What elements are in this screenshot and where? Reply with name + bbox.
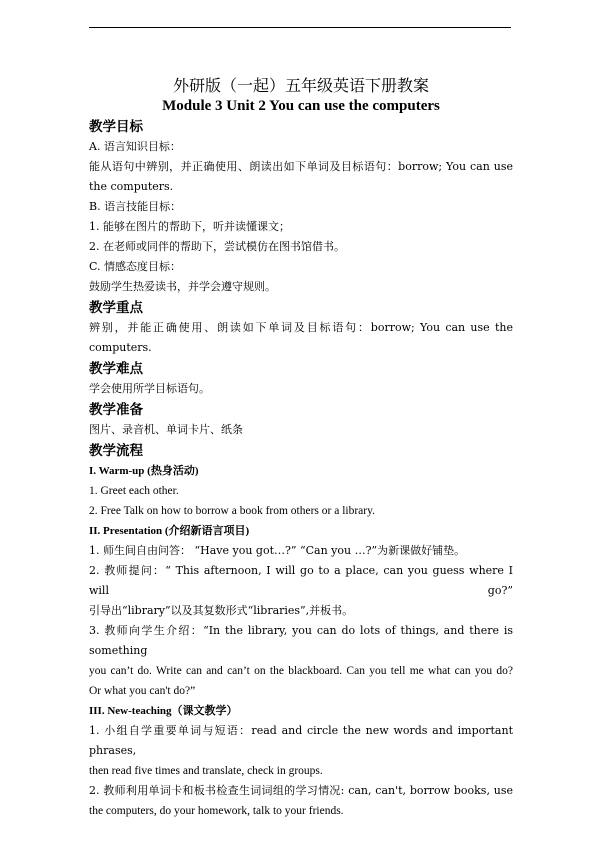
document-body bbox=[89, 75, 513, 821]
objective-a-text-line1: 能从语句中辨别，并正确使用、朗读出如下单词及目标语句：borrow; You can use bbox=[89, 160, 513, 173]
new-teaching-item1-line2: then read five times and translate, check in groups. bbox=[89, 765, 323, 777]
presentation-item3-line1: 3. 教师向学生介绍：“In the library, you can do lots of things, and there is something bbox=[89, 624, 513, 657]
section-heading-objectives: 教学目标 bbox=[89, 119, 143, 135]
presentation-item3-line2: you can’t do. Write can and can’t on the blackboard. Can you tell me what can you do? bbox=[89, 665, 513, 677]
section-heading-difficulties: 教学难点 bbox=[89, 361, 143, 377]
section-heading-preparation: 教学准备 bbox=[89, 402, 143, 418]
document-title: 外研版（一起）五年级英语下册教案 bbox=[172, 76, 429, 95]
section-heading-key-points: 教学重点 bbox=[89, 300, 143, 316]
objective-a-label: A. 语言知识目标： bbox=[89, 140, 181, 153]
preparation-text: 图片、录音机、单词卡片、纸条 bbox=[89, 423, 243, 436]
key-points-line1: 辨别，并能正确使用、朗读如下单词及目标语句：borrow; You can use the bbox=[89, 321, 513, 334]
objective-a-text-line2: the computers. bbox=[89, 180, 174, 193]
header-rule bbox=[89, 27, 511, 28]
new-teaching-item2-line1: 2. 教师利用单词卡和板书检查生词词组的学习情况: can, can't, borrow books, use bbox=[89, 784, 513, 797]
warmup-title: I. Warm-up (热身活动) bbox=[89, 465, 199, 477]
key-points-line2: computers. bbox=[89, 341, 152, 354]
difficulties-text: 学会使用所学目标语句。 bbox=[89, 382, 210, 395]
warmup-item2: 2. Free Talk on how to borrow a book from others or a library. bbox=[89, 505, 375, 517]
objective-c-text: 鼓励学生热爱读书，并学会遵守规则。 bbox=[89, 280, 276, 293]
presentation-item2-line1: 2. 教师提问：“ This afternoon, I will go to a place, can you guess where I will go?” bbox=[89, 564, 513, 597]
new-teaching-title: III. New-teaching（课文教学） bbox=[89, 705, 238, 717]
section-heading-process: 教学流程 bbox=[89, 443, 143, 459]
presentation-title: II. Presentation (介绍新语言项目) bbox=[89, 525, 250, 537]
document-subtitle: Module 3 Unit 2 You can use the computers bbox=[162, 98, 440, 114]
objective-b-item1: 1. 能够在图片的帮助下，听并读懂课文； bbox=[89, 220, 290, 233]
warmup-item1: 1. Greet each other. bbox=[89, 485, 179, 497]
presentation-item2-line2: 引导出“library”以及其复数形式“libraries”,并板书。 bbox=[89, 604, 354, 617]
objective-c-label: C. 情感态度目标： bbox=[89, 260, 182, 273]
new-teaching-item1-line1: 1. 小组自学重要单词与短语：read and circle the new words and important phrases, bbox=[89, 724, 513, 757]
objective-b-label: B. 语言技能目标： bbox=[89, 200, 182, 213]
objective-b-item2: 2. 在老师或同伴的帮助下，尝试模仿在图书馆借书。 bbox=[89, 240, 345, 253]
presentation-item1: 1. 师生间自由问答： “Have you got…?” “Can you …?”为新课做好铺垫。 bbox=[89, 544, 466, 557]
new-teaching-item2-line2: the computers, do your homework, talk to your friends. bbox=[89, 805, 344, 817]
presentation-item3-line3: Or what you can't do?” bbox=[89, 685, 196, 697]
